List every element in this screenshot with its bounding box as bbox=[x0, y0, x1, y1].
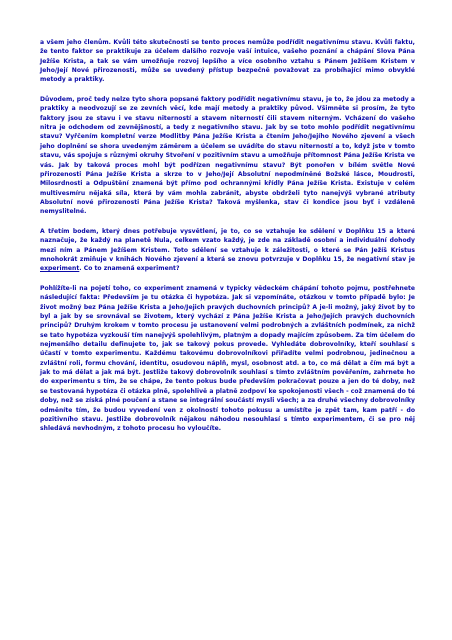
underlined-experiment-word: experiment bbox=[40, 265, 80, 273]
paragraph-3-text-before: A třetím bodem, který dnes potřebuje vysvětlení, je to, co se vztahuje ke sdělení v Doplňku 15 a které naznačuje, že každý na planetě Nula, celkem vzato každý, je zde na základě osobní a individuální dohody mezi ním a Pánem Ježíšem Kristem. Toto sdělení se vztahuje k záležitosti, o které se Pán Ježíš Kristus mnohokrát zmiňuje v knihách Nového zjevení a která se znovu potvrzuje v Doplňku 15, že negativní stav je bbox=[40, 227, 415, 263]
document-body bbox=[40, 38, 415, 444]
paragraph-4: Pohlížíte-li na pojetí toho, co experiment znamená v typicky vědeckém chápání tohoto pojmu, postřehnete následující fakta: Především je tu otázka či hypotéza. Jak si vzpomínáte, otázkou v tomto případě bylo: Je život možný bez Pána Ježíše Krista a Jeho/Jejich pravých duchovních principů? A je-li možný, jaký život by to byl a jak by se srovnával se životem, který vychází z Pána Ježíše Krista a Jeho/Jejích pravých duchovních principů? Druhým krokem v tomto procesu je ustanovení velmi podrobných a zvláštních podmínek, za nichž se tato hypotéza vyzkouší tím nanejvýš spolehlivým, platným a dopady majícím způsobem. Za tím účelem do nejmenšího detailu definujete to, jak se takový pokus provede. Vyhledáte dobrovolníky, kteří souhlasí s účastí v tomto experimentu. Každému takovému dobrovolníkovi přiřadíte velmi podrobnou, jedinečnou a zvláštní roli, formu chování, identitu, osudovou náplň, mysl, osobnost atd. a to, co má dělat a čím má být a jak to má dělat a jak má být. Jestliže takový dobrovolník souhlasí s tímto zvláštním pověřením, zahrnete ho do experimentu s tím, že se chápe, že tento pokus bude především pokračovat pouze a jen do té doby, než se testovaná hypotéza či otázka plně, spolehlivě a platně zodpoví ke spokojenosti všech - což znamená do té doby, než se získá plné poučení a stane se integrální součástí mysli všech; a za druhé všechny dobrovolníky odměníte tím, že budou vyvedení ven z okolností tohoto pokusu a umístíte je zpět tam, kam patří - do pozitivního stavu. Jestliže dobrovolník nějakou náhodou nesouhlasí s tímto experimentem, či se pro něj shledává nevhodným, z tohoto procesu ho vyloučíte. bbox=[40, 284, 415, 433]
paragraph-1: a všem jeho členům. Kvůli této skutečnosti se tento proces nemůže podřídit negativnímu stavu. Kvůli faktu, že tento faktor se praktikuje za účelem dalšího rozvoje vaší intuice, vašeho poznání a chápání Slova Pána Ježíše Krista, a tak se vám umožňuje rozvoj lepšího a více osobního vztahu s Pánem Ježíšem Kristem v Jeho/Její Nové přirozenosti, může se uvedený přístup bezpečně považovat za probíhající mimo obvyklé metody a praktiky. bbox=[40, 39, 415, 84]
paragraph-2: Důvodem, proč tedy nelze tyto shora popsané faktory podřídit negativnímu stavu, je to, že jdou za metody a praktiky a neodvozují se ze zevních věcí, kde mají metody a praktiky původ. Všimněte si prosím, že tyto faktory jsou ze stavu i ve stavu niterností a stavem niterností čili stavem niterným. Vcházení do vašeho nitra je odchodem od zevnějšností, a tedy z negativního stavu. Jak by se toto mohlo podřídit negativnímu stavu? Vyřčením kompletní verze Modlitby Pána Ježíše Krista a čtením Jeho/Jejího Nového zjevení a všech jeho doplnění se shora uvedeným záměrem a účelem se uvádíte do stavu niterností a to, když jste v tomto stavu, vás spojuje s různými okruhy Stvoření v pozitivním stavu a umožňuje přítomnost Pána Ježíše Krista ve vás. Jak by taková proces mohl být podřízen negativnímu stavu? Být ponořen v bílém světle Nové přirozenosti Pána Ježíše Krista a skrze to v Jeho/Její Absolutní nepodmíněné Božské lásce, Moudrosti, Milosrdnosti a Odpuštění znamená být přímo pod ochrannými křídly Pána Ježíše Krista. Existuje v celém multivesmíru nějaká síla, která by vám mohla zabránit, abyste obdrželi tyto nanejvýš vybrané atributy Absolutní nové přirozenosti Pána Ježíše Krista? Taková myšlenka, stav či kondice jsou byť i vzdáleně nemyslitelné. bbox=[40, 95, 415, 216]
paragraph-3 bbox=[40, 227, 415, 274]
paragraph-3-text-after: . Co to znamená experiment? bbox=[79, 265, 180, 273]
